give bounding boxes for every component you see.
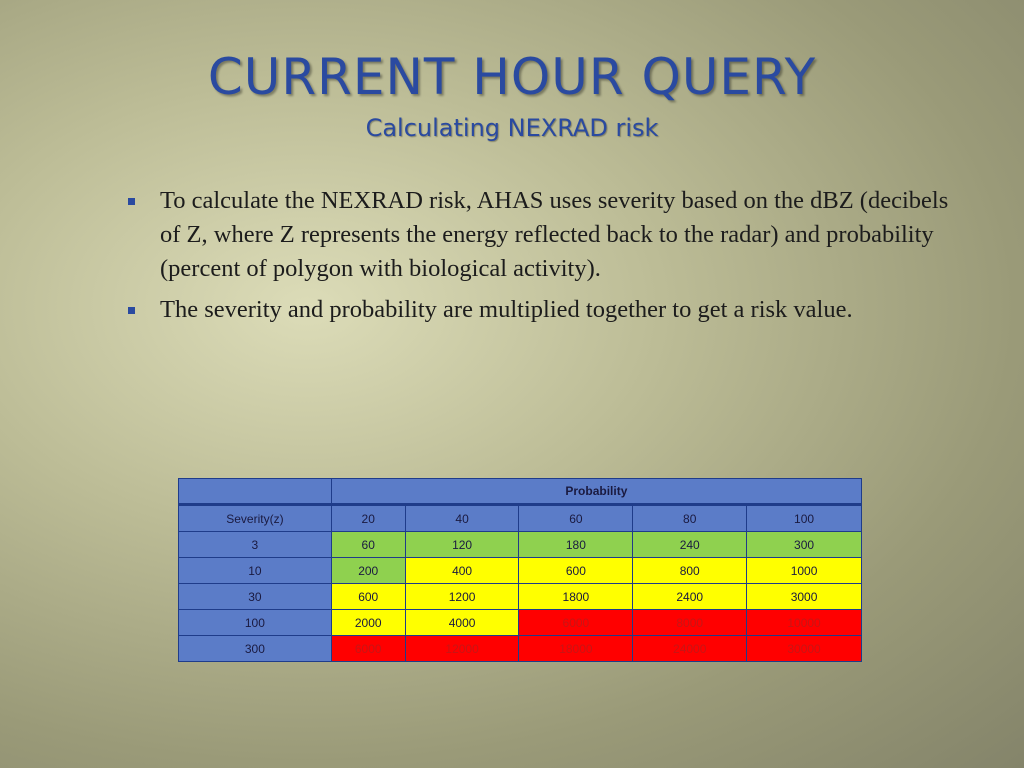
risk-cell: 60 bbox=[331, 532, 405, 558]
risk-cell: 400 bbox=[405, 558, 519, 584]
severity-value: 10 bbox=[179, 558, 332, 584]
risk-cell: 800 bbox=[633, 558, 747, 584]
risk-cell: 6000 bbox=[519, 610, 633, 636]
square-bullet-icon bbox=[128, 307, 135, 314]
risk-cell: 12000 bbox=[405, 636, 519, 662]
table-row bbox=[179, 584, 862, 610]
risk-table bbox=[178, 478, 862, 662]
probability-value: 20 bbox=[331, 505, 405, 532]
bullet-text: The severity and probability are multiplied together to get a risk value. bbox=[160, 296, 853, 323]
risk-cell: 240 bbox=[633, 532, 747, 558]
risk-cell: 120 bbox=[405, 532, 519, 558]
severity-value: 100 bbox=[179, 610, 332, 636]
bullet-list bbox=[128, 184, 958, 334]
table-row bbox=[179, 636, 862, 662]
bullet-text: To calculate the NEXRAD risk, AHAS uses severity based on the dBZ (decibels of Z, where Z represents the energy reflected back to the radar) and probability (percent of polygon with biological activity). bbox=[160, 187, 949, 282]
risk-cell: 2000 bbox=[331, 610, 405, 636]
risk-cell: 1000 bbox=[747, 558, 862, 584]
table-row bbox=[179, 610, 862, 636]
risk-cell: 200 bbox=[331, 558, 405, 584]
risk-cell: 4000 bbox=[405, 610, 519, 636]
risk-cell: 300 bbox=[747, 532, 862, 558]
risk-cell: 6000 bbox=[331, 636, 405, 662]
risk-cell: 10000 bbox=[747, 610, 862, 636]
risk-cell: 600 bbox=[331, 584, 405, 610]
risk-cell: 180 bbox=[519, 532, 633, 558]
probability-value: 100 bbox=[747, 505, 862, 532]
risk-cell: 30000 bbox=[747, 636, 862, 662]
risk-cell: 1200 bbox=[405, 584, 519, 610]
severity-header: Severity(z) bbox=[179, 505, 332, 532]
table-row bbox=[179, 505, 862, 532]
probability-value: 80 bbox=[633, 505, 747, 532]
risk-cell: 3000 bbox=[747, 584, 862, 610]
table-corner-cell bbox=[179, 479, 332, 505]
square-bullet-icon bbox=[128, 198, 135, 205]
probability-value: 60 bbox=[519, 505, 633, 532]
severity-value: 300 bbox=[179, 636, 332, 662]
table-row bbox=[179, 558, 862, 584]
bullet-item bbox=[128, 293, 958, 327]
risk-cell: 2400 bbox=[633, 584, 747, 610]
probability-value: 40 bbox=[405, 505, 519, 532]
severity-value: 3 bbox=[179, 532, 332, 558]
probability-header: Probability bbox=[331, 479, 861, 505]
risk-cell: 8000 bbox=[633, 610, 747, 636]
slide-title: CURRENT HOUR QUERY bbox=[207, 48, 817, 106]
risk-cell: 24000 bbox=[633, 636, 747, 662]
risk-cell: 1800 bbox=[519, 584, 633, 610]
slide-subtitle: Calculating NEXRAD risk bbox=[365, 114, 659, 142]
bullet-item bbox=[128, 184, 958, 286]
risk-cell: 600 bbox=[519, 558, 633, 584]
risk-cell: 18000 bbox=[519, 636, 633, 662]
severity-value: 30 bbox=[179, 584, 332, 610]
table-row bbox=[179, 532, 862, 558]
table-header-row bbox=[179, 479, 862, 505]
